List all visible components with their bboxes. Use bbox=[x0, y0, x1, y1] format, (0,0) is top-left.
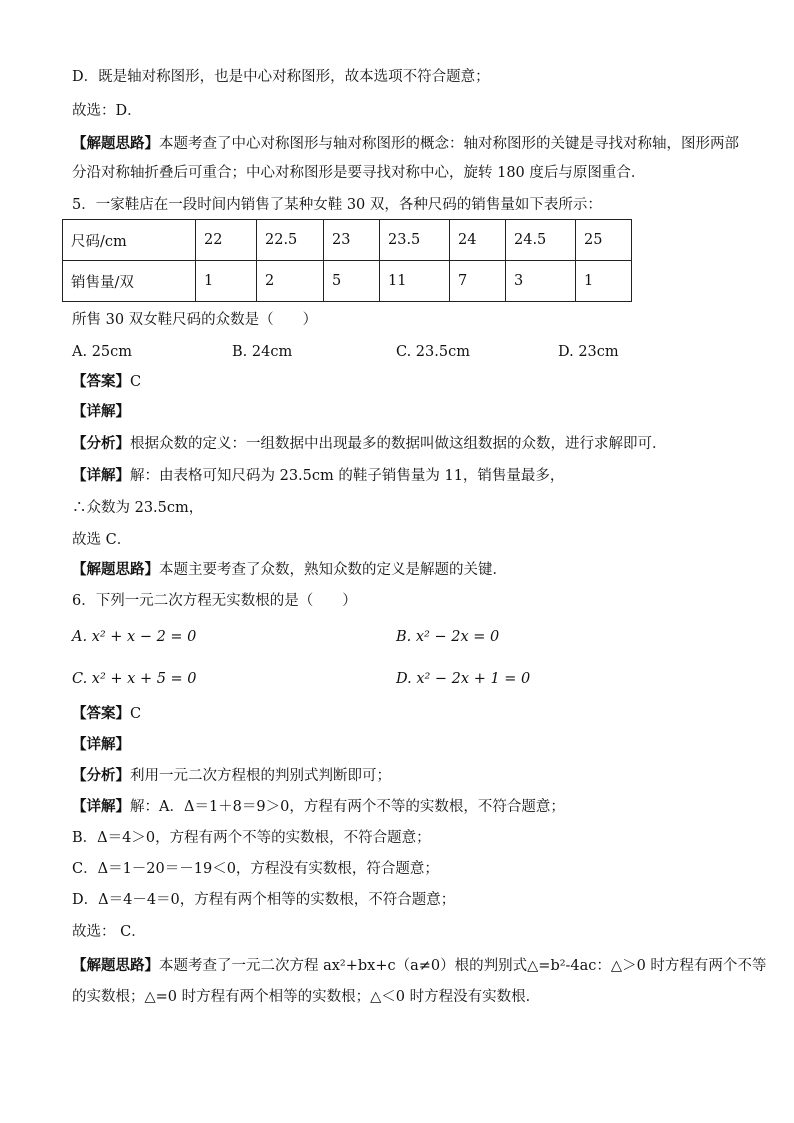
analysis-line bbox=[72, 766, 391, 786]
text-line: 故选： C． bbox=[72, 924, 146, 940]
text-line: C．Δ＝1－20＝－19＜0，方程没有实数根，符合题意； bbox=[72, 861, 439, 877]
table-cell: 23.5 bbox=[380, 220, 450, 261]
text-span: 解：A．Δ＝1＋8＝9＞0，方程有两个不等的实数根，不符合题意； bbox=[130, 799, 565, 815]
table-cell: 2 bbox=[257, 261, 324, 302]
size-sales-table bbox=[62, 219, 632, 302]
answer-value: C bbox=[130, 706, 142, 722]
think-line bbox=[72, 956, 766, 976]
table-cell: 22.5 bbox=[257, 220, 324, 261]
text-line: B．Δ＝4＞0，方程有两个不等的实数根，不符合题意； bbox=[72, 830, 431, 846]
text-span: 本题主要考查了众数，熟知众数的定义是解题的关键． bbox=[159, 562, 507, 578]
answer-label: 【答案】 bbox=[72, 705, 130, 722]
option-a: A. 25cm bbox=[72, 344, 133, 360]
table-row bbox=[63, 220, 632, 261]
text-span: 解：由表格可知尺码为 23.5cm 的鞋子销售量为 11，销售量最多， bbox=[130, 468, 565, 484]
option-c: C. x² + x + 5 = 0 bbox=[72, 671, 197, 687]
option-d: D. x² − 2x + 1 = 0 bbox=[396, 671, 531, 687]
table-cell: 22 bbox=[196, 220, 257, 261]
text-line bbox=[72, 134, 739, 154]
detail-label: 【详解】 bbox=[72, 403, 130, 420]
table-cell: 11 bbox=[380, 261, 450, 302]
option-d: D. 23cm bbox=[558, 344, 619, 360]
table-cell: 25 bbox=[576, 220, 632, 261]
section-tag: 【分析】 bbox=[72, 435, 130, 452]
table-cell: 24.5 bbox=[506, 220, 576, 261]
detail-label: 【详解】 bbox=[72, 736, 130, 753]
table-cell: 5 bbox=[324, 261, 380, 302]
text-line: 分沿对称轴折叠后可重合；中心对称图形是要寻找对称中心，旋转 180 度后与原图重合． bbox=[72, 165, 646, 181]
table-cell: 3 bbox=[506, 261, 576, 302]
option-b: B. x² − 2x = 0 bbox=[396, 629, 500, 645]
text-span: 本题考查了中心对称图形与轴对称图形的概念：轴对称图形的关键是寻找对称轴，图形两部 bbox=[159, 136, 739, 152]
section-tag: 【分析】 bbox=[72, 767, 130, 784]
option-a: A. x² + x − 2 = 0 bbox=[72, 629, 197, 645]
text-line: D．既是轴对称图形，也是中心对称图形，故本选项不符合题意； bbox=[72, 69, 490, 85]
option-c: C. 23.5cm bbox=[396, 344, 470, 360]
section-tag: 【解题思路】 bbox=[72, 561, 159, 578]
explanation-line bbox=[72, 797, 565, 817]
question-5: 5．一家鞋店在一段时间内销售了某种女鞋 30 双，各种尺码的销售量如下表所示： bbox=[72, 197, 602, 213]
think-line bbox=[72, 560, 507, 580]
table-cell: 1 bbox=[196, 261, 257, 302]
section-tag: 【解题思路】 bbox=[72, 957, 159, 974]
table-cell: 24 bbox=[450, 220, 506, 261]
table-row bbox=[63, 261, 632, 302]
table-header-cell: 尺码/cm bbox=[63, 220, 196, 261]
text-line: D．Δ＝4－4＝0，方程有两个相等的实数根，不符合题意； bbox=[72, 892, 456, 908]
section-tag: 【详解】 bbox=[72, 798, 130, 815]
table-cell: 1 bbox=[576, 261, 632, 302]
section-tag: 【详解】 bbox=[72, 467, 130, 484]
text-line: 故选 C． bbox=[72, 532, 132, 548]
section-tag: 【解题思路】 bbox=[72, 135, 159, 152]
answer-line bbox=[72, 704, 141, 724]
answer-value: C bbox=[130, 374, 142, 390]
text-line: 的实数根；△=0 时方程有两个相等的实数根；△＜0 时方程没有实数根． bbox=[72, 989, 541, 1005]
question-6: 6．下列一元二次方程无实数根的是（ ） bbox=[72, 593, 357, 609]
option-b: B. 24cm bbox=[232, 344, 293, 360]
table-header-cell: 销售量/双 bbox=[63, 261, 196, 302]
table-cell: 23 bbox=[324, 220, 380, 261]
text-span: 利用一元二次方程根的判别式判断即可； bbox=[130, 768, 391, 784]
text-span: 本题考查了一元二次方程 ax²+bx+c（a≠0）根的判别式△=b²-4ac：△＞0 时方程有两个不等 bbox=[159, 958, 767, 974]
question-5-prompt: 所售 30 双女鞋尺码的众数是（ ） bbox=[72, 312, 318, 328]
text-line: ∴众数为 23.5cm， bbox=[72, 500, 204, 516]
analysis-line bbox=[72, 434, 667, 454]
text-line: 故选：D． bbox=[72, 103, 142, 119]
explanation-line bbox=[72, 466, 564, 486]
text-span: 根据众数的定义：一组数据中出现最多的数据叫做这组数据的众数，进行求解即可． bbox=[130, 436, 667, 452]
answer-line bbox=[72, 372, 141, 392]
table-cell: 7 bbox=[450, 261, 506, 302]
answer-label: 【答案】 bbox=[72, 373, 130, 390]
